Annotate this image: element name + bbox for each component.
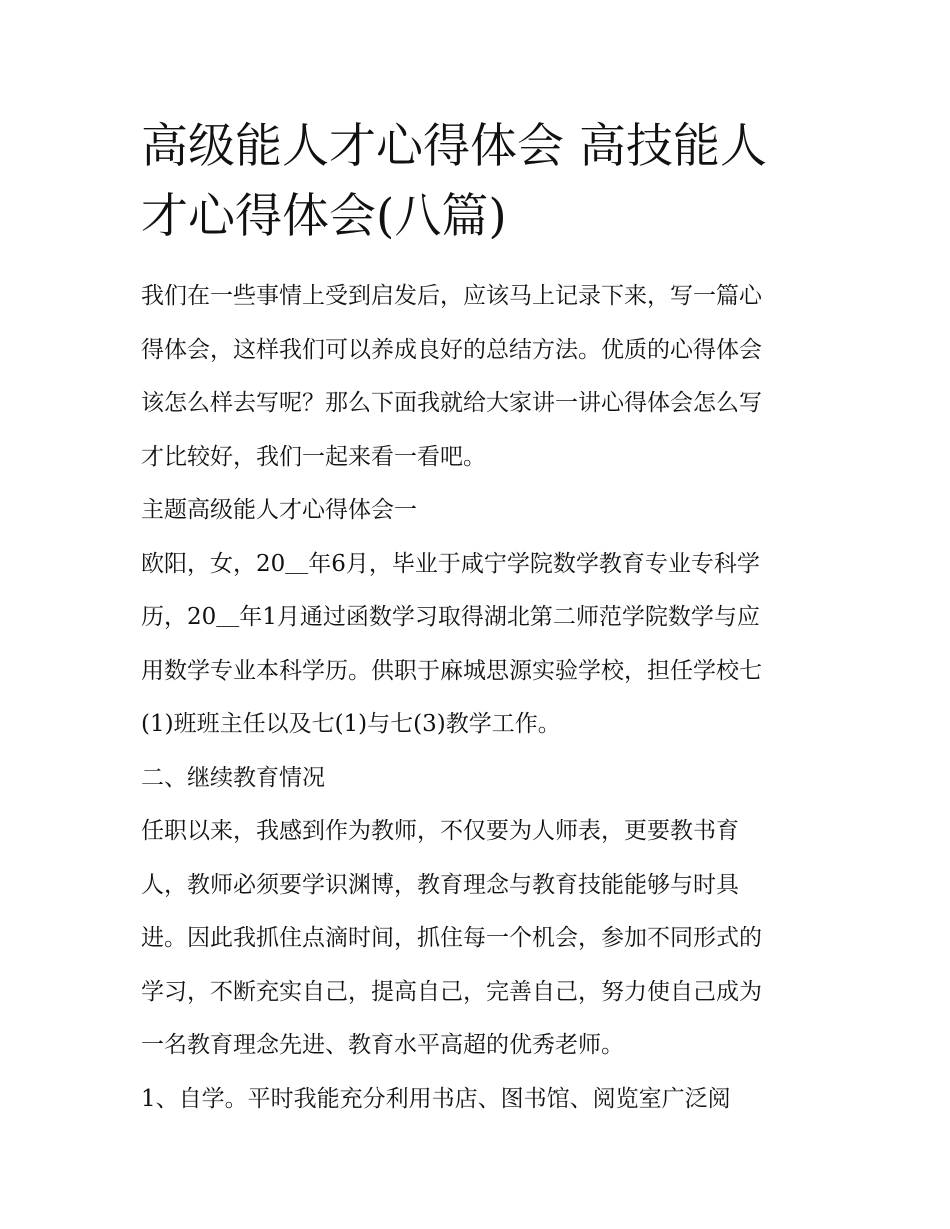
text-line: 进。因此我抓住点滴时间，抓住每一个机会，参加不同形式的 <box>141 925 762 951</box>
text-line: 才比较好，我们一起来看一看吧。 <box>141 443 486 470</box>
education-paragraph <box>141 805 813 1073</box>
text-line: 欧阳，女，20＿年6月，毕业于咸宁学院数学教育专业专科学 <box>141 550 760 577</box>
text-line: 人，教师必须要学识渊博，教育理念与教育技能能够与时具 <box>141 871 739 898</box>
document-title <box>141 112 813 252</box>
profile-paragraph <box>141 538 813 752</box>
title-line: 高级能人才心得体会 高技能人 <box>141 119 767 174</box>
text-line: 该怎么样去写呢？那么下面我就给大家讲一讲心得体会怎么写 <box>141 390 762 416</box>
title-line: 才心得体会(八篇) <box>141 189 507 244</box>
intro-paragraph <box>141 270 813 484</box>
document-page <box>141 112 813 1126</box>
text-line: 学习，不断充实自己，提高自己，完善自己，努力使自己成为 <box>141 978 762 1005</box>
text-line: 用数学专业本科学历。供职于麻城思源实验学校，担任学校七 <box>141 657 762 684</box>
text-line: 1、自学。平时我能充分利用书店、图书馆、阅览室广泛阅 <box>141 1085 731 1112</box>
section-heading <box>141 752 813 806</box>
text-line: 一名教育理念先进、教育水平高超的优秀老师。 <box>141 1032 624 1058</box>
list-item <box>141 1073 813 1127</box>
text-line: (1)班班主任以及七(1)与七(3)教学工作。 <box>141 711 561 737</box>
text-line: 历，20＿年1月通过函数学习取得湖北第二师范学院数学与应 <box>141 604 760 630</box>
section-heading <box>141 484 813 538</box>
text-line: 得体会，这样我们可以养成良好的总结方法。优质的心得体会 <box>141 336 762 363</box>
text-line: 主题高级能人才心得体会一 <box>141 497 417 523</box>
text-line: 二、继续教育情况 <box>141 764 325 791</box>
text-line: 任职以来，我感到作为教师，不仅要为人师表，更要教书育 <box>141 818 739 844</box>
text-line: 我们在一些事情上受到启发后，应该马上记录下来，写一篇心 <box>141 283 762 309</box>
